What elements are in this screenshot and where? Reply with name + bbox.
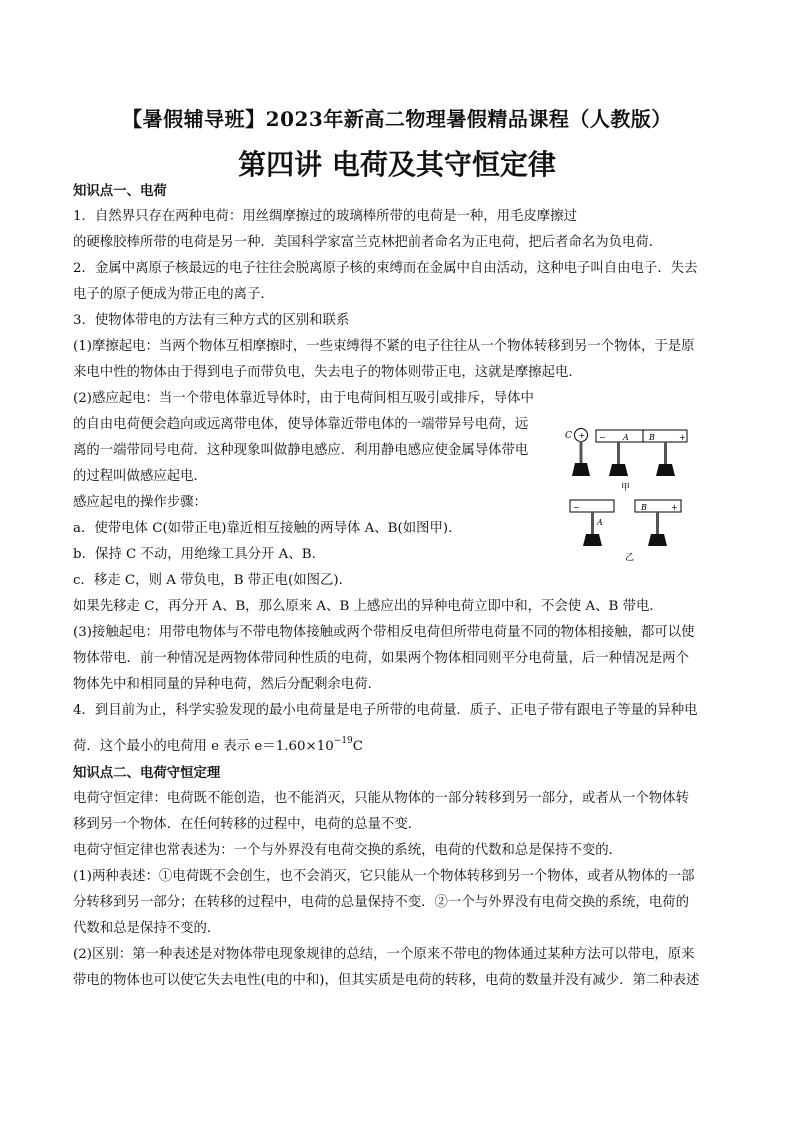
plus-sign: + bbox=[578, 431, 586, 440]
paragraph: (2)区别：第一种表述是对物体带电现象规律的总结，一个原来不带电的物体通过某种方法可以带电，原来 bbox=[73, 947, 695, 962]
caption-top: 甲 bbox=[621, 483, 631, 493]
stand-a2-post bbox=[591, 512, 594, 534]
stand-b-post bbox=[664, 442, 667, 464]
paragraph: 电子的原子便成为带正电的离子． bbox=[73, 287, 274, 302]
stand-b2-post bbox=[656, 512, 659, 534]
paragraph: (2)感应起电：当一个带电体靠近导体时，由于电荷间相互吸引或排斥，导体中 bbox=[73, 391, 534, 406]
paragraph: 物体先中和相同量的异种电荷，然后分配剩余电荷． bbox=[73, 677, 381, 692]
label-b-2: B bbox=[641, 503, 647, 512]
lesson-title: 第四讲 电荷及其守恒定律 bbox=[238, 148, 556, 181]
caption-bottom: 乙 bbox=[625, 553, 635, 563]
induction-diagram bbox=[555, 420, 695, 570]
stand-a-base bbox=[609, 464, 628, 476]
formula-text: 荷．这个最小的电荷用 e 表示 e＝1.60×10 bbox=[73, 739, 334, 754]
paragraph bbox=[73, 728, 723, 760]
paragraph: 感应起电的操作步骤： bbox=[73, 495, 207, 510]
formula-exponent: −19 bbox=[333, 736, 353, 746]
paragraph: c．移走 C，则 A 带负电，B 带正电(如图乙)． bbox=[73, 573, 352, 588]
sign-left: − bbox=[599, 433, 606, 442]
paragraph: 的自由电荷便会趋向或远离带电体，使导体靠近带电体的一端带异号电荷，远 bbox=[73, 417, 529, 432]
formula-unit: C bbox=[352, 739, 364, 754]
document-body bbox=[73, 178, 723, 994]
paragraph: 来电中性的物体由于得到电子而带负电，失去电子的物体则带正电，这就是摩擦起电． bbox=[73, 365, 582, 380]
paragraph: 离的一端带同号电荷．这种现象叫做静电感应．利用静电感应使金属导体带电 bbox=[73, 443, 529, 458]
stand-c-base bbox=[572, 463, 590, 476]
sign-right: + bbox=[679, 433, 686, 442]
paragraph: a．使带电体 C(如带正电)靠近相互接触的两导体 A、B(如图甲)． bbox=[73, 521, 462, 536]
sign-minus-a: − bbox=[573, 503, 580, 512]
label-a-2: A bbox=[597, 518, 603, 527]
paragraph: (1)摩擦起电：当两个物体互相摩擦时，一些束缚得不紧的电子往往从一个物体转移到另一个物体，于是原 bbox=[73, 339, 695, 354]
paragraph: 如果先移走 C，再分开 A、B，那么原来 A、B 上感应出的异种电荷立即中和，不会使 A、B 带电． bbox=[73, 599, 663, 614]
stand-b2-base bbox=[648, 534, 667, 546]
series-title: 【暑假辅导班】2023年新高二物理暑假精品课程（人教版） bbox=[122, 107, 672, 131]
stand-c-post bbox=[580, 441, 583, 463]
section1-heading: 知识点一、电荷 bbox=[73, 183, 167, 199]
paragraph: b．保持 C 不动，用绝缘工具分开 A、B. bbox=[73, 547, 316, 562]
paragraph: 移到另一个物体．在任何转移的过程中，电荷的总量不变． bbox=[73, 817, 422, 832]
paragraph: 的硬橡胶棒所带的电荷是另一种．美国科学家富兰克林把前者命名为正电荷，把后者命名为负电荷． bbox=[73, 235, 663, 250]
stand-a-post bbox=[617, 442, 620, 464]
paragraph: (3)接触起电：用带电物体与不带电物体接触或两个带相反电荷但所带电荷量不同的物体相接触，都可以使 bbox=[73, 625, 695, 640]
paragraph: 物体带电．前一种情况是两物体带同种性质的电荷，如果两个物体相同则平分电荷量，后一种情况是两个 bbox=[73, 651, 689, 666]
paragraph: 3．使物体带电的方法有三种方式的区别和联系 bbox=[73, 313, 350, 328]
paragraph: 代数和总是保持不变的． bbox=[73, 921, 221, 936]
paragraph: 1．自然界只存在两种电荷：用丝绸摩擦过的玻璃棒所带的电荷是一种，用毛皮摩擦过 bbox=[73, 209, 577, 224]
stand-b-base bbox=[656, 464, 675, 476]
paragraph: 的过程叫做感应起电． bbox=[73, 469, 207, 484]
stand-a2-base bbox=[583, 534, 602, 546]
paragraph: 4．到目前为止，科学实验发现的最小电荷量是电子所带的电荷量．质子、正电子带有跟电子等量的异种电 bbox=[73, 703, 698, 718]
sign-plus-b: + bbox=[671, 503, 678, 512]
paragraph: 2．金属中离原子核最远的电子往往会脱离原子核的束缚而在金属中自由活动，这种电子叫自由电子．失去 bbox=[73, 261, 698, 276]
paragraph: 电荷守恒定律：电荷既不能创造，也不能消灭，只能从物体的一部分转移到另一部分，或者从一个物体转 bbox=[73, 791, 689, 806]
label-a: A bbox=[623, 433, 629, 442]
section2-heading: 知识点二、电荷守恒定理 bbox=[73, 765, 221, 781]
paragraph: 电荷守恒定律也常表述为：一个与外界没有电荷交换的系统，电荷的代数和总是保持不变的． bbox=[73, 843, 623, 858]
paragraph: 带电的物体也可以使它失去电性(电的中和)，但其实质是电荷的转移，电荷的数量并没有减少．第二种表述 bbox=[73, 973, 700, 988]
paragraph: (1)两种表述：①电荷既不会创生，也不会消灭，它只能从一个物体转移到另一个物体，或者从物体的一部 bbox=[73, 869, 695, 884]
label-c: C bbox=[565, 431, 572, 441]
paragraph: 分转移到另一部分；在转移的过程中，电荷的总量保持不变．②一个与外界没有电荷交换的系统，电荷的 bbox=[73, 895, 689, 910]
label-b: B bbox=[649, 433, 655, 442]
